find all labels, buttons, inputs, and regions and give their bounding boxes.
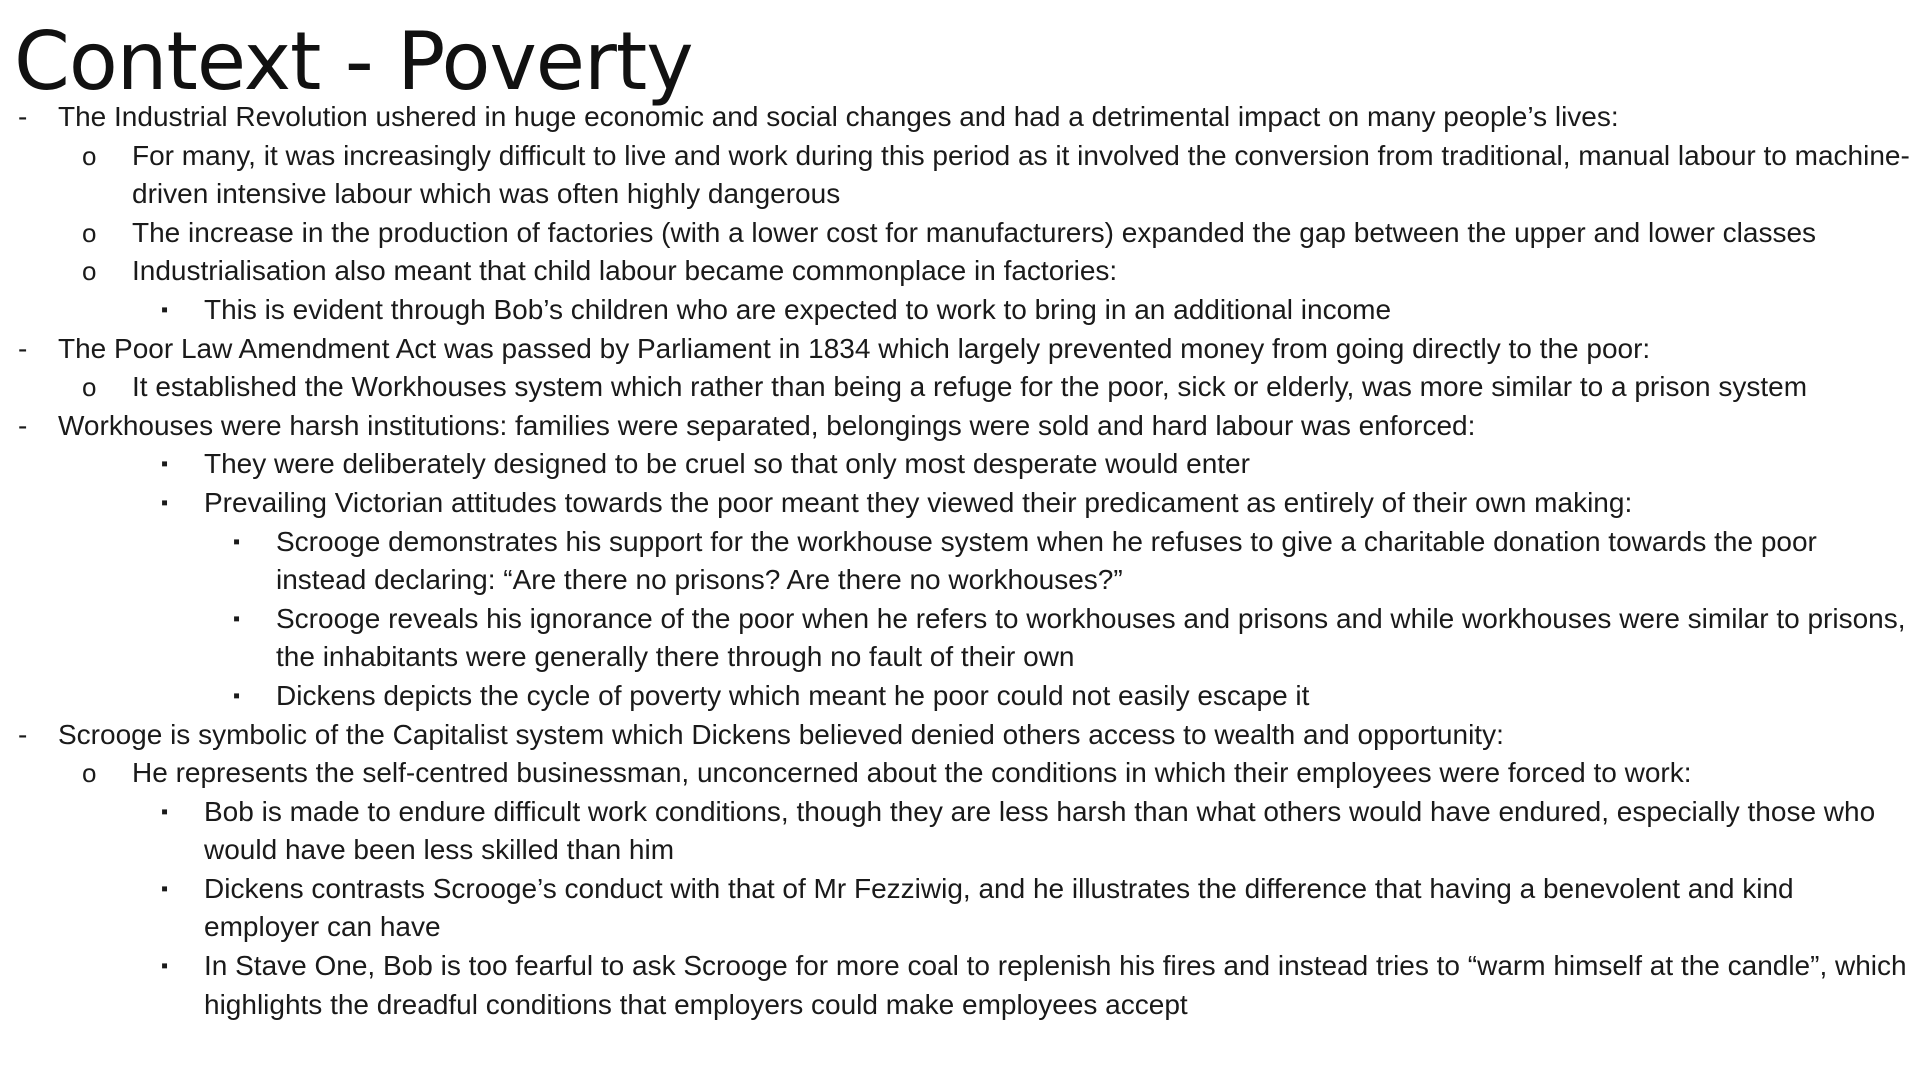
bullet-text: Workhouses were harsh institutions: families were separated, belongings were sold and hard labour was enforced: bbox=[58, 409, 1476, 441]
bullet-text: Prevailing Victorian attitudes towards the poor meant they viewed their predicament as entirely of their own making: bbox=[204, 486, 1633, 518]
bullet-text: For many, it was increasingly difficult to live and work during this period as it involved the conversion from traditional, manual labour to machine-driven intensive labour which was often highly dangerous bbox=[132, 139, 1910, 210]
bullet-item bbox=[0, 677, 1920, 716]
bullet-text: Scrooge is symbolic of the Capitalist system which Dickens believed denied others access to wealth and opportunity: bbox=[58, 718, 1504, 750]
bullet-marker: ▪ bbox=[161, 491, 169, 514]
bullet-item bbox=[0, 291, 1920, 330]
bullet-text: In Stave One, Bob is too fearful to ask Scrooge for more coal to replenish his fires and instead tries to “warm himself at the candle”, which highlights the dreadful conditions that employers could make employees accept bbox=[204, 950, 1907, 1020]
bullet-text: The increase in the production of factories (with a lower cost for manufacturers) expanded the gap between the upper and lower classes bbox=[132, 216, 1817, 248]
bullet-text: Industrialisation also meant that child labour became commonplace in factories: bbox=[132, 255, 1118, 287]
bullet-marker: ▪ bbox=[161, 298, 169, 321]
bullet-text: This is evident through Bob’s children who are expected to work to bring in an additional income bbox=[204, 293, 1392, 325]
bullet-marker: ▪ bbox=[233, 530, 241, 553]
bullet-text: Dickens contrasts Scrooge’s conduct with that of Mr Fezziwig, and he illustrates the difference that having a benevolent and kind employer can have bbox=[204, 872, 1794, 943]
bullet-marker: ▪ bbox=[233, 607, 241, 630]
bullet-marker: o bbox=[82, 758, 97, 789]
bullet-marker: o bbox=[82, 140, 97, 171]
bullet-list bbox=[0, 98, 1920, 1024]
bullet-item bbox=[0, 484, 1920, 523]
bullet-item bbox=[0, 600, 1920, 677]
bullet-item bbox=[0, 947, 1920, 1024]
bullet-item bbox=[0, 445, 1920, 484]
bullet-text: The Industrial Revolution ushered in huge economic and social changes and had a detrimental impact on many people’s lives: bbox=[58, 101, 1619, 132]
bullet-item bbox=[0, 368, 1920, 407]
bullet-marker: ▪ bbox=[161, 877, 169, 900]
bullet-marker: ▪ bbox=[161, 800, 169, 823]
bullet-marker: ▪ bbox=[233, 684, 241, 707]
bullet-item bbox=[0, 214, 1920, 253]
bullet-item bbox=[0, 98, 1920, 137]
bullet-item bbox=[0, 523, 1920, 600]
bullet-text: Scrooge demonstrates his support for the workhouse system when he refuses to give a charitable donation towards the poor instead declaring: “Are there no prisons? Are there no workhouses?” bbox=[276, 525, 1817, 596]
bullet-item bbox=[0, 252, 1920, 291]
bullet-marker: - bbox=[18, 101, 28, 132]
bullet-marker: - bbox=[18, 332, 28, 364]
bullet-text: Scrooge reveals his ignorance of the poor when he refers to workhouses and prisons and while workhouses were similar to prisons, the inhabitants were generally there through no fault of their own bbox=[276, 602, 1906, 673]
bullet-text: It established the Workhouses system which rather than being a refuge for the poor, sick or elderly, was more similar to a prison system bbox=[132, 371, 1808, 403]
bullet-text: The Poor Law Amendment Act was passed by Parliament in 1834 which largely prevented money from going directly to the poor: bbox=[58, 332, 1651, 364]
bullet-item bbox=[0, 754, 1920, 793]
bullet-marker: o bbox=[82, 256, 97, 287]
bullet-text: They were deliberately designed to be cruel so that only most desperate would enter bbox=[204, 448, 1250, 480]
bullet-item bbox=[0, 870, 1920, 947]
bullet-item bbox=[0, 330, 1920, 369]
bullet-text: He represents the self-centred businessman, unconcerned about the conditions in which their employees were forced to work: bbox=[132, 757, 1692, 789]
bullet-marker: - bbox=[18, 409, 28, 441]
bullet-marker: ▪ bbox=[161, 453, 169, 476]
bullet-text: Dickens depicts the cycle of poverty which meant he poor could not easily escape it bbox=[276, 679, 1310, 711]
slide-title: Context - Poverty bbox=[14, 15, 693, 108]
bullet-marker: ▪ bbox=[161, 955, 169, 978]
bullet-text: Bob is made to endure difficult work conditions, though they are less harsh than what others would have endured, especially those who would have been less skilled than him bbox=[204, 795, 1876, 866]
bullet-marker: o bbox=[82, 217, 97, 248]
bullet-item bbox=[0, 137, 1920, 214]
bullet-item bbox=[0, 407, 1920, 446]
bullet-marker: - bbox=[18, 718, 28, 750]
bullet-item bbox=[0, 716, 1920, 755]
bullet-marker: o bbox=[82, 372, 97, 403]
bullet-item bbox=[0, 793, 1920, 870]
